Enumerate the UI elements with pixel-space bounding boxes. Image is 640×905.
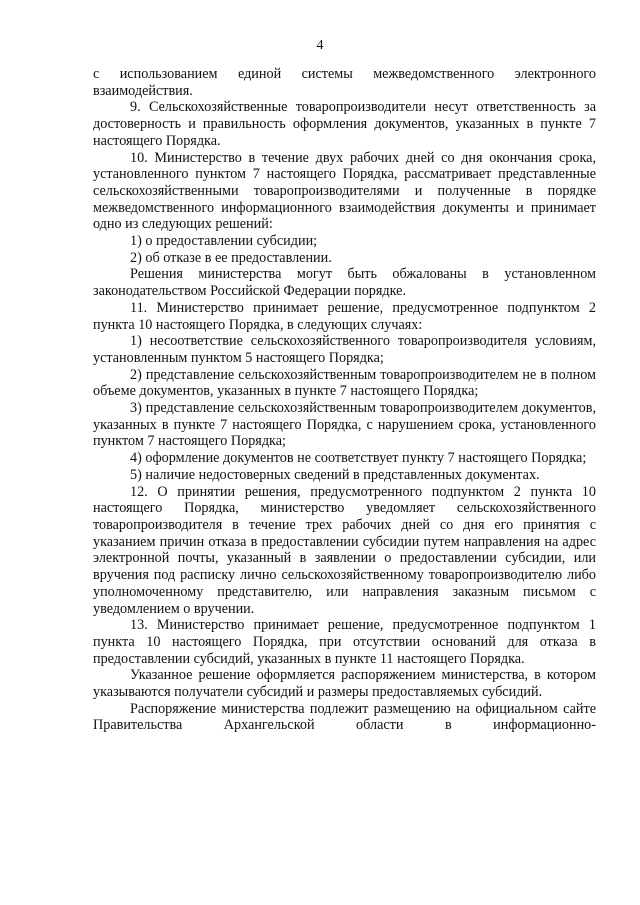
paragraph: 12. О принятии решения, предусмотренного подпунктом 2 пункта 10 настоящего Порядка, министерство уведомляет сельскохозяйственного товаропроизводителя в течение трех рабочих дней со дня его принятия с указанием причин отказа в предоставлении субсидии путем направления на адрес электронной почты, указанный в заявлении о предоставлении субсидии, или вручения под расписку лично сельскохозяйственному товаропроизводителю либо уполномоченному представителю, или направления заказным письмом с уведомлением о вручении. — [93, 483, 596, 617]
paragraph: 2) представление сельскохозяйственным товаропроизводителем не в полном объеме документов, указанных в пункте 7 настоящего Порядка; — [93, 366, 596, 400]
paragraph: Указанное решение оформляется распоряжением министерства, в котором указываются получатели субсидий и размеры предоставляемых субсидий. — [93, 667, 596, 701]
paragraph: 2) об отказе в ее предоставлении. — [130, 249, 332, 266]
page-number: 4 — [316, 38, 324, 53]
paragraph: 9. Сельскохозяйственные товаропроизводители несут ответственность за достоверность и правильность оформления документов, указанных в пункте 7 настоящего Порядка. — [93, 99, 596, 149]
paragraph: Распоряжение министерства подлежит размещению на официальном сайте Правительства Архангельской области в информационно- — [93, 700, 596, 734]
paragraph: 1) о предоставлении субсидии; — [130, 233, 318, 250]
paragraph: с использованием единой системы межведомственного электронного взаимодействия. — [93, 66, 596, 99]
paragraph: Решения министерства могут быть обжалованы в установленном законодательством Российской Федерации порядке. — [93, 266, 596, 300]
paragraph: 4) оформление документов не соответствует пункту 7 настоящего Порядка; — [130, 450, 587, 467]
document-body — [93, 66, 596, 734]
paragraph: 11. Министерство принимает решение, предусмотренное подпунктом 2 пункта 10 настоящего Порядка, в следующих случаях: — [93, 299, 596, 333]
paragraph: 5) наличие недостоверных сведений в представленных документах. — [130, 466, 540, 483]
paragraph: 3) представление сельскохозяйственным товаропроизводителем документов, указанных в пункте 7 настоящего Порядка, с нарушением срока, установленного пунктом 7 настоящего Порядка; — [93, 400, 596, 450]
paragraph: 10. Министерство в течение двух рабочих дней со дня окончания срока, установленного пунктом 7 настоящего Порядка, рассматривает представленные сельскохозяйственными товаропроизводителями и полученные в порядке межведомственного информационного взаимодействия документы и принимает одно из следующих решений: — [93, 149, 596, 233]
paragraph: 1) несоответствие сельскохозяйственного товаропроизводителя условиям, установленным пунктом 5 настоящего Порядка; — [93, 333, 596, 366]
paragraph: 13. Министерство принимает решение, предусмотренное подпунктом 1 пункта 10 настоящего Порядка, при отсутствии оснований для отказа в предоставлении субсидий, указанных в пункте 11 настоящего Порядка. — [93, 617, 596, 667]
